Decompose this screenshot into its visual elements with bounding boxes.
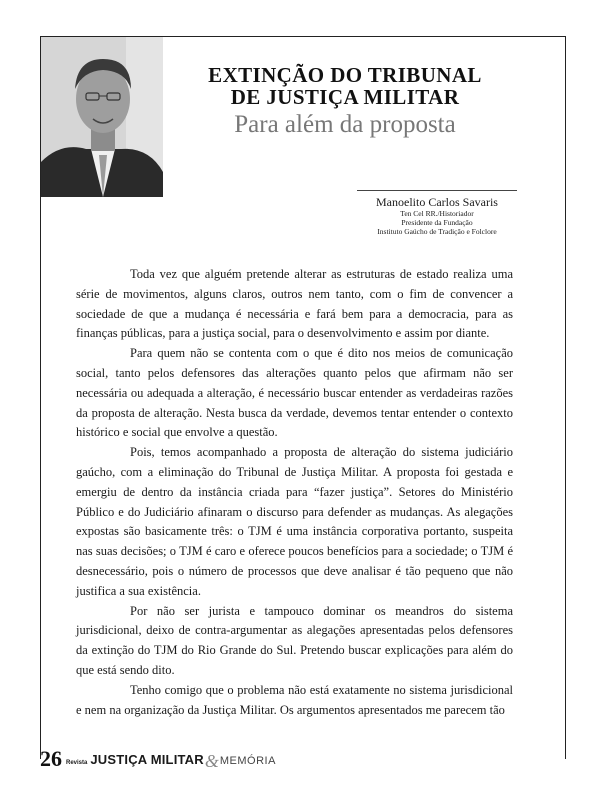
article-title-line-2: DE JUSTIÇA MILITAR [230,85,460,109]
paragraph: Toda vez que alguém pretende alterar as estruturas de estado realiza uma série de movimentos, alguns claros, outros nem tanto, com o fim de convencer a sociedade de que a mudança é necessária e fará bem para a democracia, para as finanças públicas, para a justiça social, para o desenvolvimento e assim por diante. [76,267,513,341]
paragraph: Para quem não se contenta com o que é dito nos meios de comunicação social, tanto pelos defensores das alterações quanto pelos que afirmam não ser necessária ou adequada a alteração, é necessário buscar entender as verdadeiras razões da proposta de alteração. Nesta busca da verdade, devemos tentar entender o contexto histórico e social que envolve a questão. [76,346,513,440]
author-byline [345,195,529,236]
article-body [76,265,513,720]
article-header [170,64,520,140]
article-subtitle: Para além da proposta [234,111,456,138]
paragraph: Tenho comigo que o problema não está exatamente no sistema jurisdicional e nem na organização da Justiça Militar. Os argumentos apresentados me parecem tão [76,682,513,717]
magazine-name: JUSTIÇA MILITAR [90,752,204,767]
author-divider [357,190,517,191]
page-footer [40,747,276,769]
magazine-suffix: MEMÓRIA [219,755,276,767]
author-institution: Instituto Gaúcho de Tradição e Folclore [377,227,497,236]
author-photo [41,37,163,197]
author-role: Ten Cel RR./Historiador [400,209,474,218]
magazine-ampersand: & [204,751,219,771]
article-title-line-1: EXTINÇÃO DO TRIBUNAL [208,63,482,87]
paragraph: Pois, temos acompanhado a proposta de alteração do sistema judiciário gaúcho, com a eliminação do Tribunal de Justiça Militar. A proposta foi gestada e emergiu de dentro da instância criada para “fazer justiça”. Setores do Ministério Público e do Judiciário afinaram o discurso para defender as mudanças. As alegações expostas são basicamente três: o TJM é uma instância corporativa portanto, suspeita nas suas decisões; o TJM é caro e oferece poucos benefícios para a sociedade; o TJM é desnecessário, pois o número de processos que deve analisar é tão pequeno que não justifica a sua existência. [76,445,513,598]
paragraph: Por não ser jurista e tampouco dominar os meandros do sistema jurisdicional, deixo de contra-argumentar as alegações apresentadas pelos defensores da extinção do TJM do Rio Grande do Sul. Pretendo buscar explicações para além do que está sendo dito. [76,603,513,677]
author-position: Presidente da Fundação [401,218,473,227]
page-number: 26 [40,746,62,771]
magazine-prefix: Revista [66,760,88,766]
author-name: Manoelito Carlos Savaris [376,195,498,209]
